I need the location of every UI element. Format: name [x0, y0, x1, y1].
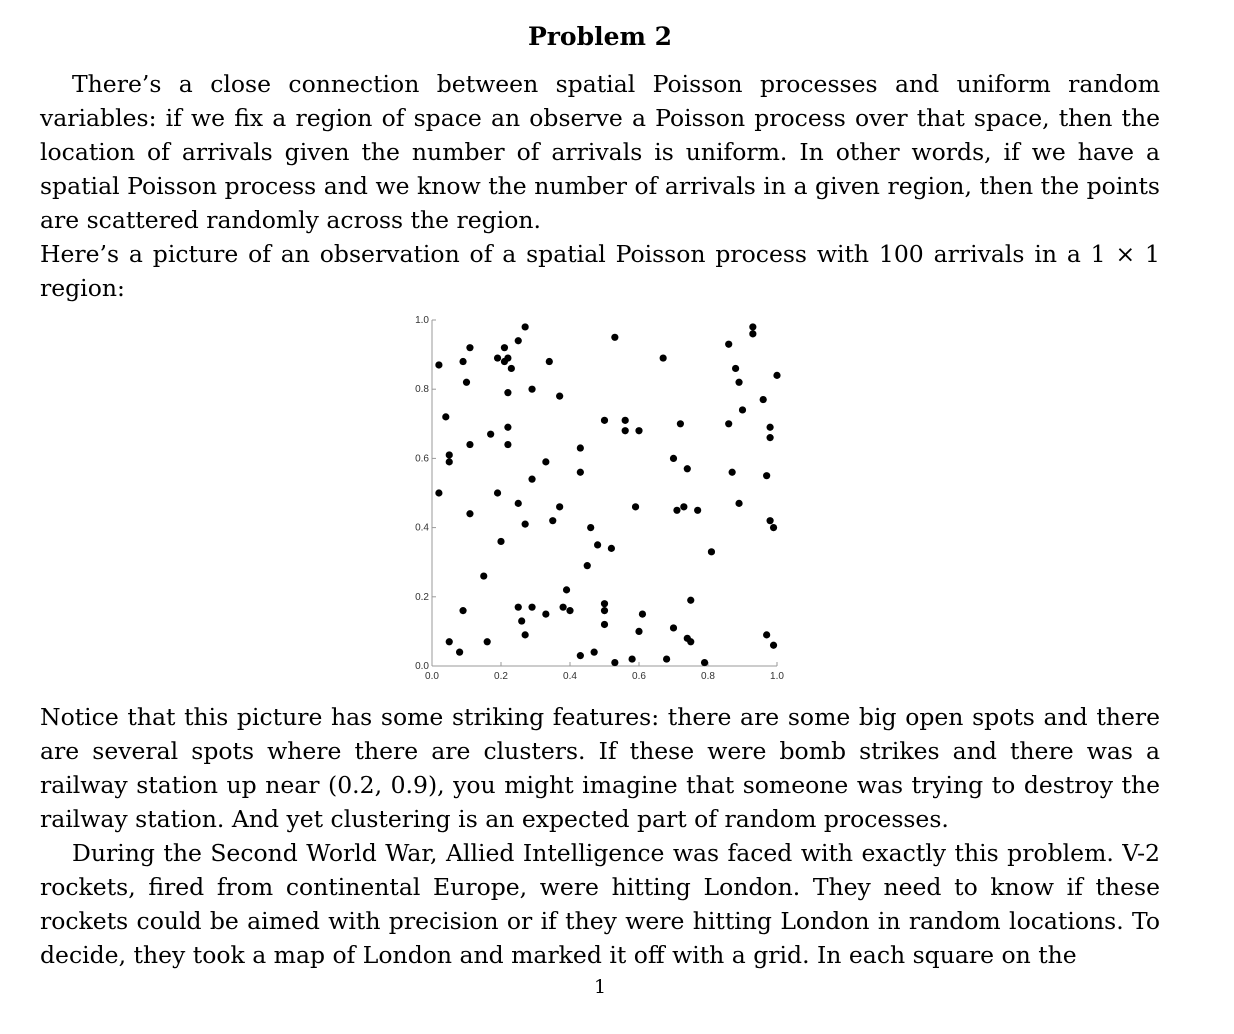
data-point: [518, 617, 525, 624]
problem-title: Problem 2: [527, 22, 673, 51]
data-point: [456, 649, 463, 656]
data-point: [522, 323, 529, 330]
data-point: [446, 451, 453, 458]
data-point: [660, 354, 667, 361]
page-number: 1: [593, 976, 607, 998]
data-point: [629, 655, 636, 662]
observation-paragraph: Notice that this picture has some striking features: there are some big open spots and there are several spots where there are clusters. If these were bomb strikes and there was a railway station up near (0.2, 0.9), you might imagine that someone was trying to destroy the railway station. And yet clustering is an expected part of random processes.: [40, 703, 1160, 833]
data-point: [725, 341, 732, 348]
data-point: [601, 417, 608, 424]
data-point: [635, 427, 642, 434]
data-point: [680, 503, 687, 510]
data-point: [549, 517, 556, 524]
data-point: [749, 323, 756, 330]
data-point: [763, 631, 770, 638]
data-point: [577, 469, 584, 476]
data-point: [708, 548, 715, 555]
history-paragraph: During the Second World War, Allied Intelligence was faced with exactly this problem. V-2 rockets, fired from continental Europe, were hitting London. They need to know if these rockets could be aimed with precision or if they were hitting London in random locations. To decide, they took a map of London and marked it off with a grid. In each square on the: [40, 839, 1160, 969]
data-point: [591, 649, 598, 656]
data-point: [484, 638, 491, 645]
x-tick-label: 0.4: [563, 671, 577, 682]
data-point: [584, 562, 591, 569]
data-point: [729, 469, 736, 476]
data-point: [687, 638, 694, 645]
data-point: [442, 413, 449, 420]
data-point: [601, 607, 608, 614]
data-point: [542, 458, 549, 465]
data-point: [594, 541, 601, 548]
data-point: [577, 444, 584, 451]
data-point: [639, 611, 646, 618]
data-point: [601, 600, 608, 607]
data-point: [556, 393, 563, 400]
data-point: [773, 372, 780, 379]
data-point: [632, 503, 639, 510]
y-tick-label: 0.8: [415, 384, 429, 396]
data-point: [563, 586, 570, 593]
data-point: [611, 334, 618, 341]
data-point: [515, 337, 522, 344]
data-point: [435, 489, 442, 496]
data-point: [684, 465, 691, 472]
data-point: [487, 431, 494, 438]
data-point: [622, 427, 629, 434]
x-tick-label: 0.0: [425, 671, 439, 682]
y-tick-label: 1.0: [415, 315, 429, 326]
data-point: [560, 604, 567, 611]
data-point: [504, 389, 511, 396]
data-point: [701, 659, 708, 666]
x-tick-label: 0.2: [494, 671, 508, 682]
data-point: [446, 458, 453, 465]
data-point: [466, 510, 473, 517]
data-point: [459, 358, 466, 365]
data-point: [459, 607, 466, 614]
data-point: [760, 396, 767, 403]
data-point: [494, 489, 501, 496]
intro-paragraph: There’s a close connection between spatial Poisson processes and uniform random variables: if we fix a region of space an observe a Poisson process over that space, then the location of arrivals given the number of arrivals is uniform. In other words, if we have a spatial Poisson process and we know the number of arrivals in a given region, then the points are scattered randomly across the region.: [40, 70, 1160, 234]
data-point: [735, 500, 742, 507]
data-point: [528, 604, 535, 611]
picture-intro-paragraph: Here’s a picture of an observation of a spatial Poisson process with 100 arrivals in a 1 × 1 region:: [40, 240, 1160, 302]
scatter-plot: [405, 312, 795, 682]
data-point: [687, 597, 694, 604]
data-point: [504, 354, 511, 361]
data-point: [497, 538, 504, 545]
data-point: [732, 365, 739, 372]
plot-points: [435, 323, 780, 666]
y-tick-label: 0.2: [415, 591, 429, 603]
data-point: [546, 358, 553, 365]
data-point: [522, 631, 529, 638]
data-point: [480, 572, 487, 579]
data-point: [556, 503, 563, 510]
data-point: [767, 424, 774, 431]
data-point: [735, 379, 742, 386]
data-point: [577, 652, 584, 659]
data-point: [767, 434, 774, 441]
data-point: [749, 330, 756, 337]
data-point: [663, 655, 670, 662]
data-point: [504, 424, 511, 431]
data-point: [763, 472, 770, 479]
data-point: [446, 638, 453, 645]
data-point: [622, 417, 629, 424]
data-point: [463, 379, 470, 386]
data-point: [528, 476, 535, 483]
x-tick-label: 0.6: [632, 671, 646, 682]
data-point: [466, 441, 473, 448]
data-point: [725, 420, 732, 427]
data-point: [770, 524, 777, 531]
data-point: [611, 659, 618, 666]
x-tick-label: 0.8: [701, 671, 715, 682]
data-point: [515, 604, 522, 611]
y-tick-label: 0.4: [415, 522, 429, 534]
y-tick-label: 0.0: [415, 661, 429, 672]
data-point: [587, 524, 594, 531]
y-tick-label: 0.6: [415, 453, 429, 465]
data-point: [508, 365, 515, 372]
data-point: [435, 361, 442, 368]
data-point: [566, 607, 573, 614]
plot-ticks: [415, 315, 784, 682]
data-point: [694, 507, 701, 514]
data-point: [542, 611, 549, 618]
data-point: [504, 441, 511, 448]
data-point: [739, 406, 746, 413]
x-tick-label: 1.0: [770, 671, 784, 682]
data-point: [522, 521, 529, 528]
data-point: [515, 500, 522, 507]
data-point: [608, 545, 615, 552]
data-point: [670, 455, 677, 462]
data-point: [673, 507, 680, 514]
data-point: [635, 628, 642, 635]
data-point: [677, 420, 684, 427]
data-point: [767, 517, 774, 524]
data-point: [770, 642, 777, 649]
data-point: [494, 354, 501, 361]
data-point: [466, 344, 473, 351]
data-point: [528, 386, 535, 393]
data-point: [501, 344, 508, 351]
data-point: [670, 624, 677, 631]
data-point: [601, 621, 608, 628]
